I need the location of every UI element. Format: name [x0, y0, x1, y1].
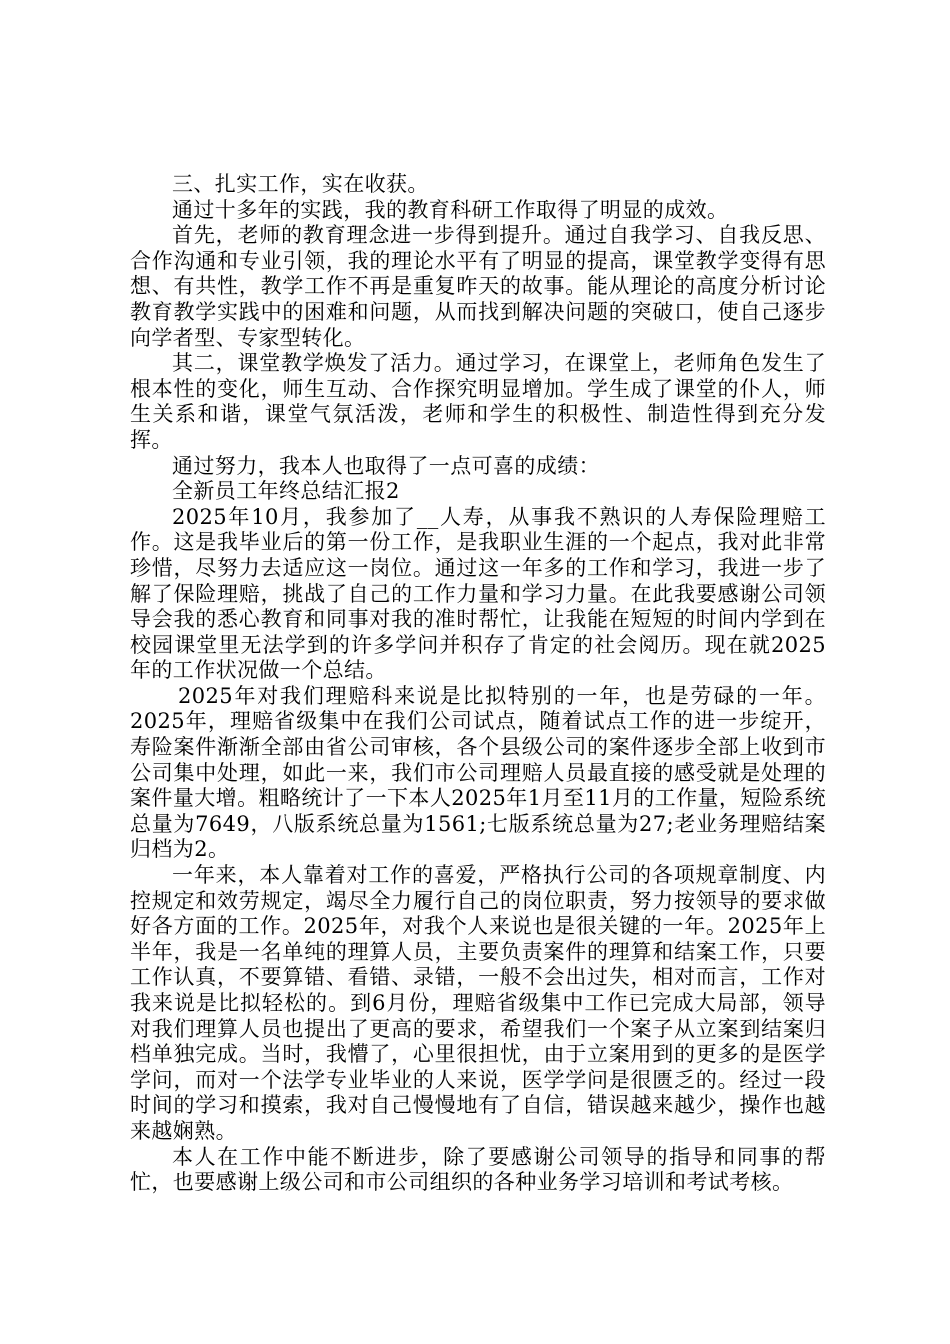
paragraph: 2025年对我们理赔科来说是比拟特别的一年，也是劳碌的一年。2025年，理赔省级集中在我们公司试点，随着试点工作的进一步绽开，寿险案件渐渐全部由省公司审核，各个县级公司的案件逐步全部上收到市公司集中处理，如此一来，我们市公司理赔人员最直接的感受就是处理的案件量大增。粗略统计了一下本人2025年1月至11月的工作量，短险系统总量为7649，八版系统总量为1561;七版系统总量为27;老业务理赔结案归档为2。 — [130, 683, 826, 862]
paragraph: 通过十多年的实践，我的教育科研工作取得了明显的成效。 — [172, 197, 729, 222]
report-title: 全新员工年终总结汇报2 — [172, 479, 400, 504]
paragraph: 一年来，本人靠着对工作的喜爱，严格执行公司的各项规章制度、内控规定和效劳规定，竭尽全力履行自己的岗位职责，努力按领导的要求做好各方面的工作。2025年，对我个人来说也是很关键的一年。2025年上半年，我是一名单纯的理算人员，主要负责案件的理算和结案工作，只要工作认真，不要算错、看错、录错，一般不会出过失，相对而言，工作对我来说是比拟轻松的。到6月份，理赔省级集中工作已完成大局部，领导对我们理算人员也提出了更高的要求，希望我们一个案子从立案到结案归档单独完成。当时，我懵了，心里很担忧，由于立案用到的更多的是医学学问，而对一个法学专业毕业的人来说，医学学问是很匮乏的。经过一段时间的学习和摸索，我对自己慢慢地有了自信，错误越来越少，操作也越来越娴熟。 — [130, 863, 826, 1143]
paragraph: 首先，老师的教育理念进一步得到提升。通过自我学习、自我反思、合作沟通和专业引领，我的理论水平有了明显的提高，课堂教学变得有思想、有共性，教学工作不再是重复昨天的故事。能从理论的高度分析讨论教育教学实践中的困难和问题，从而找到解决问题的突破口，使自己逐步向学者型、专家型转化。 — [130, 223, 826, 350]
paragraph: 通过努力，我本人也取得了一点可喜的成绩： — [172, 453, 600, 478]
paragraph: 2025年10月，我参加了__人寿，从事我不熟识的人寿保险理赔工作。这是我毕业后的第一份工作，是我职业生涯的一个起点，我对此非常珍惜，尽努力去适应这一岗位。通过这一年多的工作和学习，我进一步了解了保险理赔，挑战了自己的工作力量和学习力量。在此我要感谢公司领导会我的悉心教育和同事对我的准时帮忙，让我能在短短的时间内学到在校园课堂里无法学到的许多学问并积存了肯定的社会阅历。现在就2025年的工作状况做一个总结。 — [130, 504, 826, 683]
section-heading: 三、扎实工作，实在收获。 — [172, 172, 429, 196]
paragraph: 其二，课堂教学焕发了活力。通过学习，在课堂上，老师角色发生了根本性的变化，师生互动、合作探究明显增加。学生成了课堂的仆人，师生关系和谐，课堂气氛活泼，老师和学生的积极性、制造性得到充分发挥。 — [130, 351, 826, 452]
document-body — [130, 172, 826, 1196]
paragraph: 本人在工作中能不断进步，除了要感谢公司领导的指导和同事的帮忙，也要感谢上级公司和市公司组织的各种业务学习培训和考试考核。 — [130, 1144, 826, 1195]
